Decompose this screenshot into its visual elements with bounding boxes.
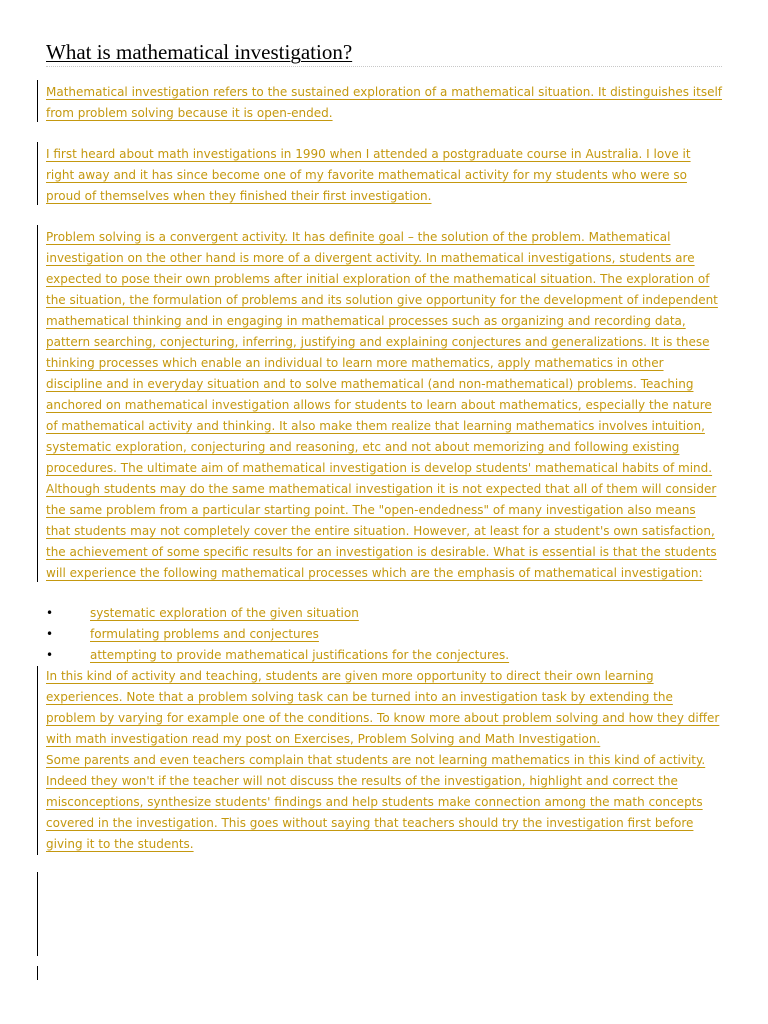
text-line[interactable]: the same problem from a particular starting point. The "open-endedness" of many investigation also means xyxy=(46,503,696,517)
text-line[interactable]: Mathematical investigation refers to the sustained exploration of a mathematical situation. It distinguishes itself xyxy=(46,85,723,99)
text-line[interactable]: the situation, the formulation of problems and its solution give opportunity for the development of independent xyxy=(46,293,718,307)
text-line[interactable]: thinking processes which enable an individual to learn more mathematics, apply mathematics in other xyxy=(46,356,664,370)
text-line[interactable]: that students may not completely cover the entire situation. However, at least for a student's own satisfaction, xyxy=(46,524,715,538)
paragraph-closing xyxy=(46,666,719,855)
text-line[interactable]: Indeed they won't if the teacher will not discuss the results of the investigation, highlight and correct the xyxy=(46,774,678,788)
change-bar xyxy=(37,80,38,122)
text-line[interactable]: the achievement of some specific results for an investigation is desirable. What is essential is that the students xyxy=(46,545,717,559)
text-line[interactable]: misconceptions, synthesize students' findings and help students make connection among the math concepts xyxy=(46,795,703,809)
text-line[interactable]: investigation on the other hand is more of a divergent activity. In mathematical investigations, students are xyxy=(46,251,695,265)
list-item-text[interactable]: systematic exploration of the given situation xyxy=(90,606,359,620)
bullet-icon: • xyxy=(46,606,54,620)
text-line[interactable]: anchored on mathematical investigation allows for students to learn about mathematics, especially the nature xyxy=(46,398,712,412)
bullet-icon: • xyxy=(46,648,54,662)
text-line[interactable]: giving it to the students. xyxy=(46,837,194,851)
text-line[interactable]: Some parents and even teachers complain that students are not learning mathematics in this kind of activity. xyxy=(46,753,706,767)
text-line[interactable]: systematic exploration, conjecturing and reasoning, etc and not about memorizing and following existing xyxy=(46,440,680,454)
text-line[interactable]: from problem solving because it is open-ended. xyxy=(46,106,333,120)
text-line[interactable]: mathematical thinking and in engaging in mathematical processes such as organizing and recording data, xyxy=(46,314,686,328)
change-bar xyxy=(37,966,38,980)
text-line[interactable]: of mathematical activity and thinking. It also make them realize that learning mathematics involves intuition, xyxy=(46,419,705,433)
text-line[interactable]: I first heard about math investigations in 1990 when I attended a postgraduate course in Australia. I love it xyxy=(46,147,691,161)
title-divider xyxy=(46,66,722,67)
list-item-text[interactable]: attempting to provide mathematical justifications for the conjectures. xyxy=(90,648,510,662)
change-bar xyxy=(37,225,38,582)
text-line[interactable]: Problem solving is a convergent activity. It has definite goal – the solution of the problem. Mathematical xyxy=(46,230,671,244)
page-title: What is mathematical investigation? xyxy=(46,40,353,64)
list-item-text[interactable]: formulating problems and conjectures xyxy=(90,627,319,641)
text-line[interactable]: discipline and in everyday situation and to solve mathematical (and non-mathematical) problems. Teaching xyxy=(46,377,694,391)
text-line[interactable]: with math investigation read my post on Exercises, Problem Solving and Math Investigation. xyxy=(46,732,601,746)
change-bar xyxy=(37,872,38,956)
text-line[interactable]: Although students may do the same mathematical investigation it is not expected that all of them will consider xyxy=(46,482,717,496)
text-line[interactable]: proud of themselves when they finished their first investigation. xyxy=(46,189,432,203)
text-line[interactable]: procedures. The ultimate aim of mathematical investigation is develop students' mathematical habits of mind. xyxy=(46,461,713,475)
change-bar xyxy=(37,142,38,205)
change-bar xyxy=(37,666,38,855)
text-line[interactable]: pattern searching, conjecturing, inferring, justifying and explaining conjectures and generalizations. It is these xyxy=(46,335,710,349)
text-line[interactable]: will experience the following mathematical processes which are the emphasis of mathematical investigation: xyxy=(46,566,703,580)
text-line[interactable]: In this kind of activity and teaching, students are given more opportunity to direct their own learning xyxy=(46,669,654,683)
text-line[interactable]: problem by varying for example one of the conditions. To know more about problem solving and how they differ xyxy=(46,711,720,725)
bullet-icon: • xyxy=(46,627,54,641)
text-line[interactable]: covered in the investigation. This goes without saying that teachers should try the investigation first before xyxy=(46,816,694,830)
text-line[interactable]: right away and it has since become one of my favorite mathematical activity for my students who were so xyxy=(46,168,687,182)
text-line[interactable]: experiences. Note that a problem solving task can be turned into an investigation task by extending the xyxy=(46,690,673,704)
paragraph-intro xyxy=(46,82,722,124)
text-line[interactable]: expected to pose their own problems after initial exploration of the mathematical situation. The exploration of xyxy=(46,272,710,286)
paragraph-history xyxy=(46,144,691,207)
paragraph-problem-solving xyxy=(46,227,718,584)
